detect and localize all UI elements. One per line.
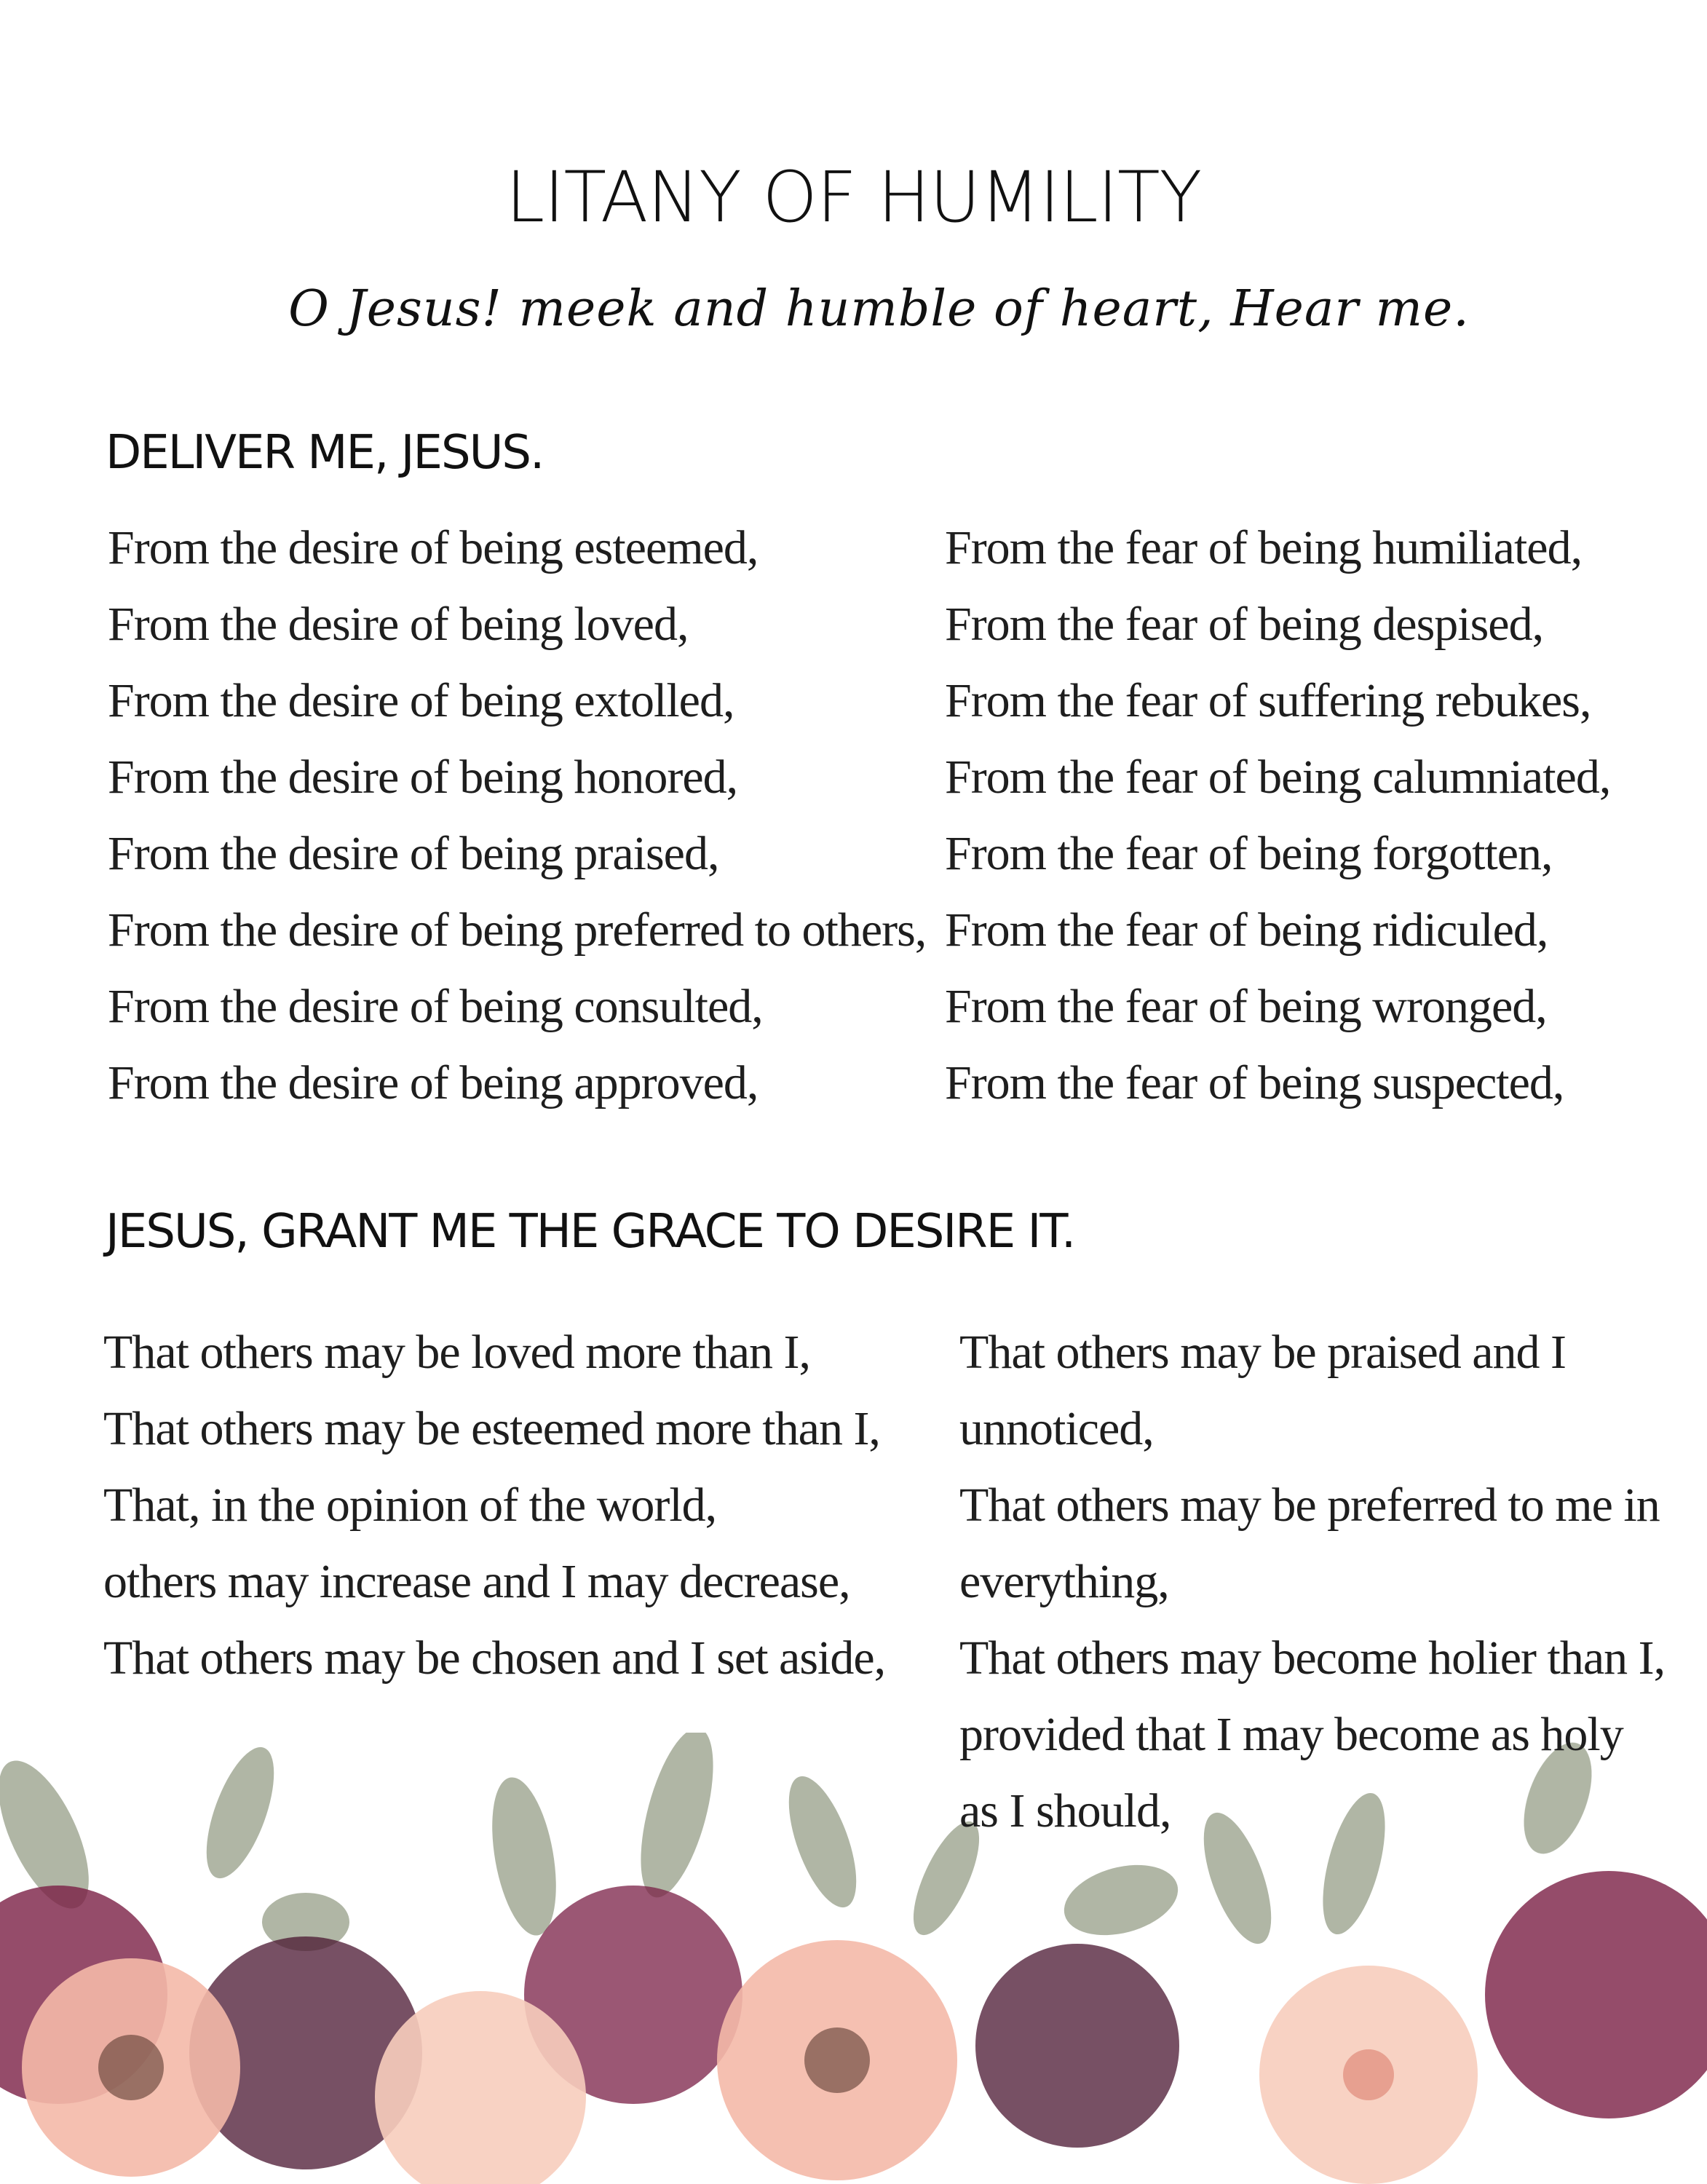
litany-line: That others may be chosen and I set aside, (103, 1631, 886, 1685)
grace-left-column (103, 1314, 885, 1696)
page-title: LITANY OF HUMILITY (505, 157, 1202, 238)
litany-line: From the desire of being consulted, (108, 980, 763, 1033)
litany-line: everything, (959, 1555, 1169, 1608)
litany-line: others may increase and I may decrease, (103, 1555, 850, 1608)
litany-line: From the fear of being wronged, (945, 980, 1547, 1033)
litany-line: From the desire of being preferred to others, (108, 903, 927, 957)
litany-line: From the desire of being esteemed, (108, 521, 759, 574)
litany-line: From the desire of being praised, (108, 827, 719, 880)
litany-line: From the desire of being approved, (108, 1056, 759, 1109)
litany-line: provided that I may become as holy (959, 1708, 1623, 1761)
litany-line: From the desire of being extolled, (108, 674, 734, 727)
grace-right-column (959, 1314, 1665, 1849)
litany-line: That others may become holier than I, (959, 1631, 1666, 1685)
litany-line: From the fear of being humiliated, (945, 521, 1583, 574)
page-subtitle: O Jesus! meek and humble of heart, Hear me. (288, 280, 1470, 338)
litany-line: From the desire of being honored, (108, 751, 738, 804)
litany-line: From the fear of being ridiculed, (945, 903, 1548, 957)
deliver-left-column (108, 510, 926, 1121)
litany-line: From the fear of being forgotten, (945, 827, 1553, 880)
section-heading-deliver: DELIVER ME, JESUS. (106, 426, 544, 480)
litany-line: That others may be praised and I (959, 1326, 1567, 1379)
litany-line: From the fear of being calumniated, (945, 751, 1611, 804)
section-heading-grace: JESUS, GRANT ME THE GRACE TO DESIRE IT. (106, 1205, 1075, 1259)
litany-line: From the fear of being despised, (945, 598, 1544, 651)
litany-line: That others may be loved more than I, (103, 1326, 811, 1379)
litany-line: That others may be preferred to me in (959, 1479, 1660, 1532)
litany-line: as I should, (959, 1784, 1171, 1837)
deliver-right-column (945, 510, 1610, 1121)
litany-line: unnoticed, (959, 1402, 1154, 1455)
litany-line: That others may be esteemed more than I, (103, 1402, 880, 1455)
litany-line: From the fear of being suspected, (945, 1056, 1564, 1109)
litany-line: From the desire of being loved, (108, 598, 689, 651)
litany-line: That, in the opinion of the world, (103, 1479, 717, 1532)
litany-line: From the fear of suffering rebukes, (945, 674, 1591, 727)
